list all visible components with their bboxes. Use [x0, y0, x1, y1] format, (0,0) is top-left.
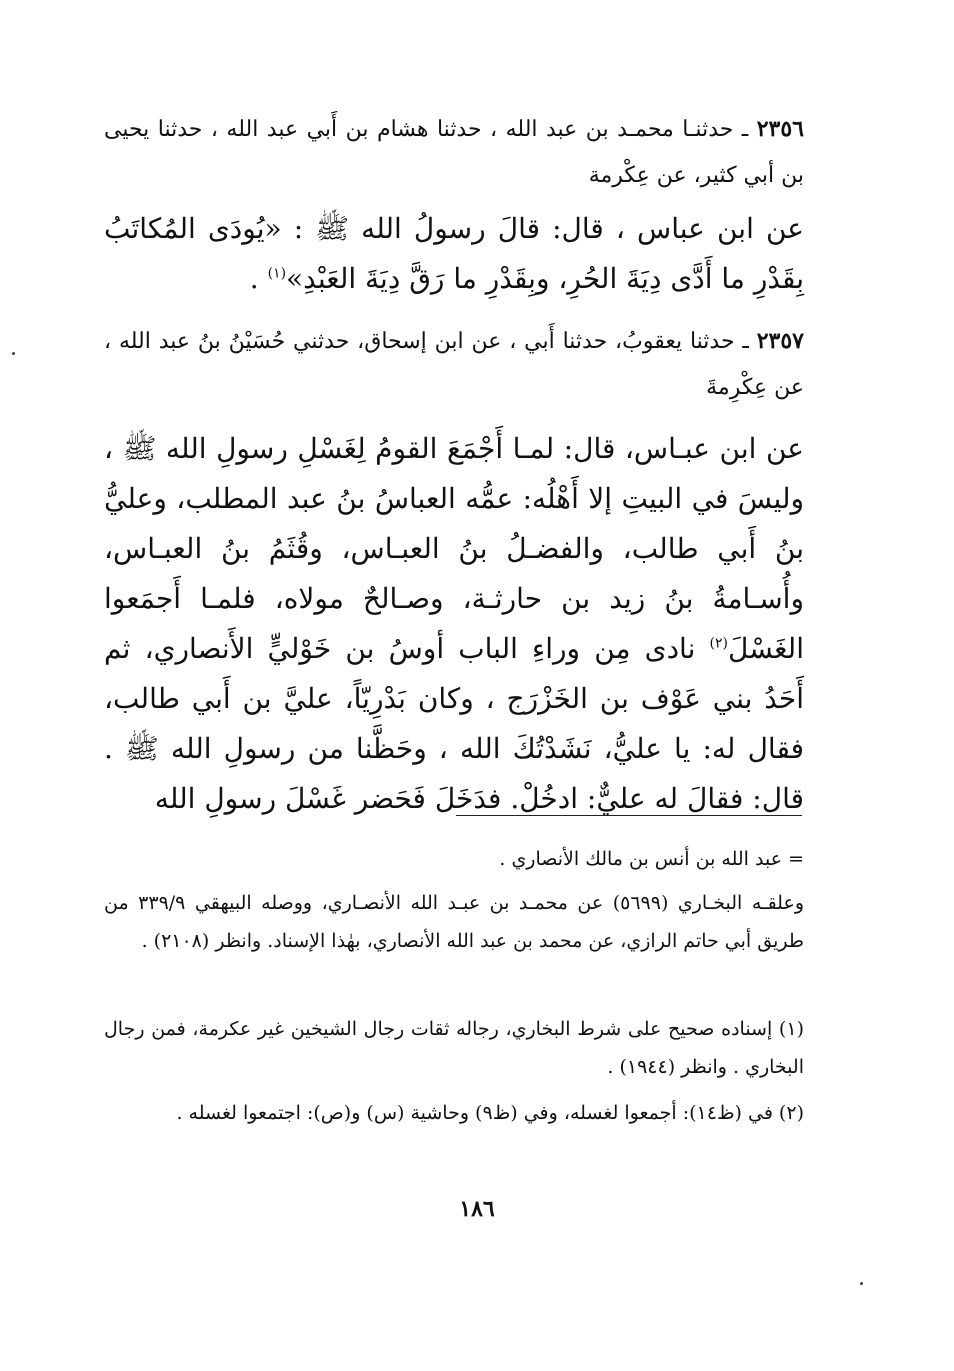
hadith-2356-matn — [104, 204, 804, 304]
hadith-2356-matn-text: عن ابن عباس ، قال: قالَ رسولُ الله ﷺ : «يُودَى المُكاتَبُ بِقَدْرِ ما أَدَّى دِيَةَ الحُرِ، وبِقَدْرِ ما رَقَّ دِيَةَ العَبْدِ» — [104, 212, 804, 295]
hadith-2357-matn-a: عن ابن عبـاس، قال: لمـا أَجْمَعَ القومُ لِغَسْلِ رسولِ الله ﷺ ، وليسَ في البيتِ إلا أَهْلُه: عمُّه العباسُ بنُ عبد المطلب، وعليُّ بنُ أَبي طالب، والفضـلُ بنُ العبـاس، وقُثَمُ بنُ العبـاس، وأُسـامةُ بنُ زيد بن حارثـة، وصـالحٌ مولاه، فلمـا أَجمَعوا الغَسْلَ — [104, 432, 804, 665]
footnote-ref-1: (١) — [267, 265, 287, 282]
hadith-2357-isnad — [104, 318, 804, 411]
scan-speck — [12, 352, 15, 355]
footnote-1: (١) إسناده صحيح على شرط البخاري، رجاله ثقات رجال الشيخين غير عكرمة، فمن رجال البخاري . وانظر (١٩٤٤) . — [104, 1018, 804, 1078]
hadith-2356-isnad-text: ـ حدثنـا محمـد بن عبد الله ، حدثنا هشام بن أَبي عبد الله ، حدثنا يحيى بن أبي كثير، عن عِكْرمة — [104, 117, 804, 188]
footnote-carry-1: = عبد الله بن أنس بن مالك الأنصاري . — [499, 848, 804, 870]
hadith-2356-isnad — [104, 106, 804, 199]
footnote-ref-2: (٢) — [709, 635, 728, 652]
hadith-2357-number: ٢٣٥٧ — [756, 328, 804, 354]
footnote-carry-2: وعلقـه البخـاري (٥٦٩٩) عن محمـد بن عبـد الله الأنصـاري، ووصله البيهقي ٣٣٩/٩ من طريق أبي حاتم الرازي، عن محمد بن عبد الله الأنصاري، بهٰذا الإسناد. وانظر (٢١٠٨) . — [104, 892, 804, 952]
hadith-2357-isnad-text: ـ حدثنا يعقوبُ، حدثنا أَبي ، عن ابن إسحاق، حدثني حُسَيْنُ بنُ عبد الله ، عن عِكْرِمةَ — [104, 329, 804, 400]
footnote-2: (٢) في (ظ١٤): أجمعوا لغسله، وفي (ظ٩) وحاشية (س) و(ص): اجتمعوا لغسله . — [176, 1102, 804, 1124]
hadith-2357-matn-b: نادى مِن وراءِ الباب أوسُ بن خَوْليٍّ الأَنصاري، ثم أَحَدُ بني عَوْف بن الخَزْرَج ، وكان بَدْرِيّاً، عليَّ بن أَبي طالب، فقال له: يا عليُّ، نَشَدْتُكَ الله ، وحَظَّنا من رسولِ الله ﷺ . قال: فقالَ له عليٌّ: ادخُلْ. فدَخَلَ فَحَضر غَسْلَ رسولِ الله — [104, 632, 804, 815]
footnote-separator — [456, 815, 802, 816]
page-number: ١٨٦ — [459, 1196, 495, 1222]
hadith-2357-matn — [104, 424, 804, 824]
scan-speck — [860, 1282, 863, 1285]
hadith-2356-number: ٢٣٥٦ — [756, 116, 804, 142]
hadith-2356-end: . — [249, 262, 268, 295]
